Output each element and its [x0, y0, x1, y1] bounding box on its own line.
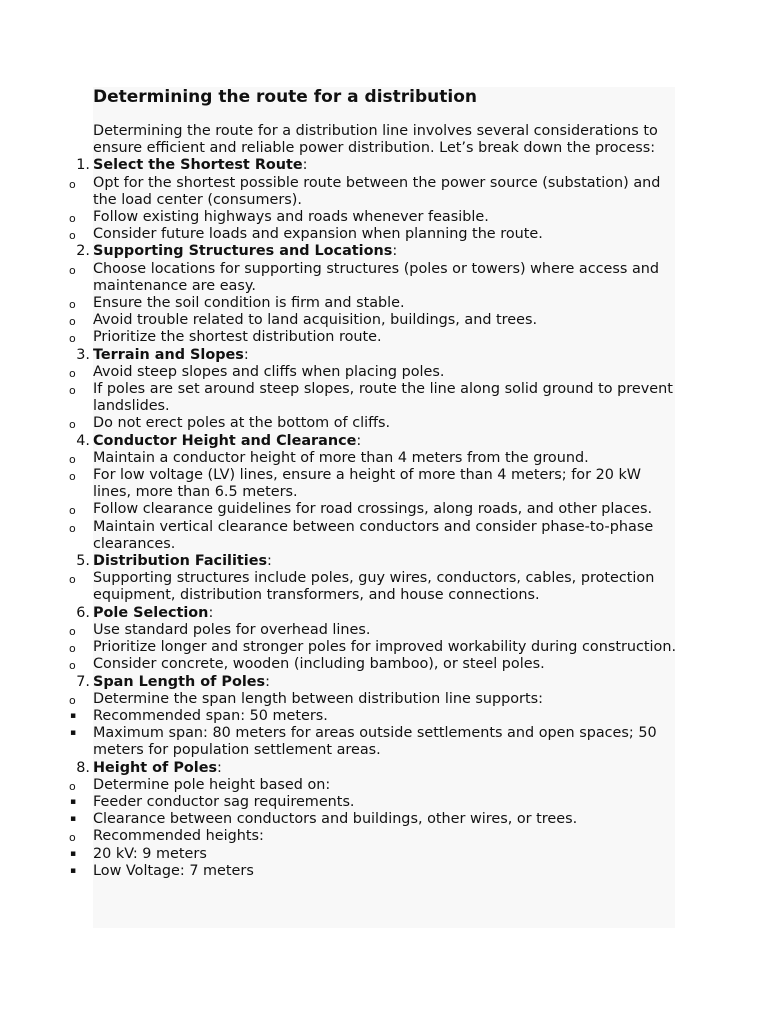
section-number: 6.: [76, 604, 90, 621]
circle-bullet-icon: o: [69, 229, 76, 243]
bullet-item: [69, 621, 683, 639]
document-body: [69, 86, 683, 880]
bullet-text: Prioritize longer and stronger poles for improved workability during construction.: [93, 639, 677, 656]
section-heading-text: Height of Poles: [93, 759, 218, 776]
bullet-text: Consider future loads and expansion when planning the route.: [93, 226, 543, 243]
section-number: 7.: [76, 673, 90, 690]
circle-bullet-icon: o: [69, 315, 76, 329]
bullet-text: Maintain a conductor height of more than 4 meters from the ground.: [93, 449, 589, 466]
bullet-text: Low Voltage: 7 meters: [93, 862, 254, 879]
bullet-text: Supporting structures include poles, guy wires, conductors, cables, protection equipment, distribution transformers, and house connections.: [93, 570, 655, 604]
heading-colon: :: [265, 673, 270, 690]
square-bullet-icon: ▪: [70, 728, 77, 739]
bullet-item: [69, 828, 683, 845]
bullet-text: If poles are set around steep slopes, route the line along solid ground to prevent landslides.: [93, 381, 673, 415]
bullet-text: Determine the span length between distribution line supports:: [93, 690, 543, 707]
heading-colon: :: [302, 157, 308, 174]
section-heading: [76, 604, 683, 622]
section-heading-text: Span Length of Poles: [93, 673, 266, 690]
document-title: Determining the route for a distribution: [93, 87, 477, 107]
circle-bullet-icon: o: [69, 384, 76, 398]
bullet-item: [69, 467, 683, 501]
circle-bullet-icon: o: [69, 573, 76, 587]
bullet-item: [69, 295, 683, 312]
heading-colon: :: [392, 243, 398, 260]
sub-bullet-item: [70, 862, 683, 880]
circle-bullet-icon: o: [69, 366, 76, 380]
circle-bullet-icon: o: [69, 470, 76, 484]
square-bullet-icon: ▪: [70, 848, 77, 859]
bullet-item: [69, 501, 683, 518]
bullet-item: [69, 209, 683, 226]
heading-colon: :: [217, 759, 222, 776]
circle-bullet-icon: o: [69, 298, 76, 312]
bullet-item: [69, 381, 683, 415]
bullet-text: Feeder conductor sag requirements.: [93, 793, 355, 810]
section-number: 4.: [76, 432, 90, 449]
bullet-item: [69, 639, 683, 656]
bullet-text: Do not erect poles at the bottom of cliffs.: [93, 415, 391, 432]
circle-bullet-icon: o: [69, 659, 76, 673]
section-heading-text: Pole Selection: [93, 604, 209, 621]
bullet-text: Avoid steep slopes and cliffs when placing poles.: [93, 363, 445, 380]
heading-colon: :: [208, 604, 214, 621]
bullet-text: Use standard poles for overhead lines.: [93, 621, 371, 638]
square-bullet-icon: ▪: [70, 814, 77, 825]
section-heading-text: Supporting Structures and Locations: [93, 243, 393, 260]
bullet-item: [69, 449, 683, 467]
bullet-text: Opt for the shortest possible route between the power source (substation) and the load center (consumers).: [93, 174, 661, 208]
circle-bullet-icon: o: [69, 521, 76, 535]
section-number: 8.: [76, 759, 90, 776]
bullet-text: For low voltage (LV) lines, ensure a height of more than 4 meters; for 20 kW lines, more than 6.5 meters.: [93, 467, 642, 501]
bullet-text: Clearance between conductors and buildings, other wires, or trees.: [93, 811, 578, 828]
bullet-item: [69, 363, 683, 381]
bullet-item: [69, 312, 683, 329]
circle-bullet-icon: o: [69, 831, 76, 845]
document-intro: Determining the route for a distribution line involves several considerations to ensure efficient and reliable power distribution. Let’s break down the process:: [93, 123, 658, 157]
bullet-item: [69, 776, 683, 794]
section-heading: [76, 673, 683, 691]
circle-bullet-icon: o: [69, 418, 76, 432]
square-bullet-icon: ▪: [70, 865, 77, 876]
bullet-item: [69, 656, 683, 673]
sub-bullet-item: [70, 845, 683, 863]
bullet-text: Maximum span: 80 meters for areas outside settlements and open spaces; 50 meters for population settlement areas.: [93, 725, 657, 759]
heading-colon: :: [267, 553, 272, 570]
bullet-text: Consider concrete, wooden (including bamboo), or steel poles.: [93, 656, 545, 673]
bullet-item: [69, 415, 683, 432]
bullet-item: [69, 329, 683, 346]
bullet-item: [69, 570, 683, 604]
bullet-text: Determine pole height based on:: [93, 776, 331, 793]
circle-bullet-icon: o: [69, 212, 76, 226]
section-heading: [76, 553, 683, 570]
circle-bullet-icon: o: [69, 693, 76, 707]
circle-bullet-icon: o: [69, 624, 76, 638]
bullet-text: Maintain vertical clearance between conductors and consider phase-to-phase clearances.: [93, 518, 654, 552]
sub-bullet-item: [70, 793, 683, 811]
circle-bullet-icon: o: [69, 452, 76, 466]
section-heading-text: Terrain and Slopes: [93, 346, 244, 363]
section-number: 1.: [76, 157, 90, 174]
circle-bullet-icon: o: [69, 263, 76, 277]
circle-bullet-icon: o: [69, 779, 76, 793]
section-list: [69, 157, 683, 880]
sub-bullet-item: [70, 811, 683, 828]
bullet-item: [69, 226, 683, 243]
section-number: 5.: [76, 553, 90, 570]
square-bullet-icon: ▪: [70, 710, 77, 721]
sub-bullet-item: [70, 725, 683, 759]
bullet-text: Follow clearance guidelines for road crossings, along roads, and other places.: [93, 501, 653, 518]
bullet-item: [69, 518, 683, 553]
bullet-item: [69, 174, 683, 209]
bullet-text: Avoid trouble related to land acquisition, buildings, and trees.: [93, 312, 538, 329]
circle-bullet-icon: o: [69, 332, 76, 346]
section-heading-text: Conductor Height and Clearance: [93, 432, 357, 449]
section-heading-text: Select the Shortest Route: [93, 157, 303, 174]
bullet-text: Prioritize the shortest distribution route.: [93, 329, 382, 346]
sub-bullet-item: [70, 707, 683, 725]
circle-bullet-icon: o: [69, 504, 76, 518]
bullet-item: [69, 690, 683, 708]
bullet-text: Recommended span: 50 meters.: [93, 707, 328, 724]
bullet-item: [69, 260, 683, 295]
section-heading: [76, 243, 683, 260]
bullet-text: Recommended heights:: [93, 828, 264, 845]
bullet-text: 20 kV: 9 meters: [93, 845, 207, 862]
section-heading: [76, 346, 683, 364]
circle-bullet-icon: o: [69, 177, 76, 191]
section-number: 3.: [76, 346, 90, 363]
bullet-text: Choose locations for supporting structures (poles or towers) where access and maintenance are easy.: [93, 260, 660, 294]
square-bullet-icon: ▪: [70, 796, 77, 807]
bullet-text: Follow existing highways and roads whenever feasible.: [93, 209, 489, 226]
circle-bullet-icon: o: [69, 642, 76, 656]
section-heading: [76, 759, 683, 777]
heading-colon: :: [243, 346, 249, 363]
bullet-text: Ensure the soil condition is firm and stable.: [93, 295, 405, 312]
section-heading-text: Distribution Facilities: [93, 553, 268, 570]
section-heading: [76, 157, 683, 174]
section-number: 2.: [76, 243, 90, 260]
heading-colon: :: [356, 432, 362, 449]
section-heading: [76, 432, 683, 450]
